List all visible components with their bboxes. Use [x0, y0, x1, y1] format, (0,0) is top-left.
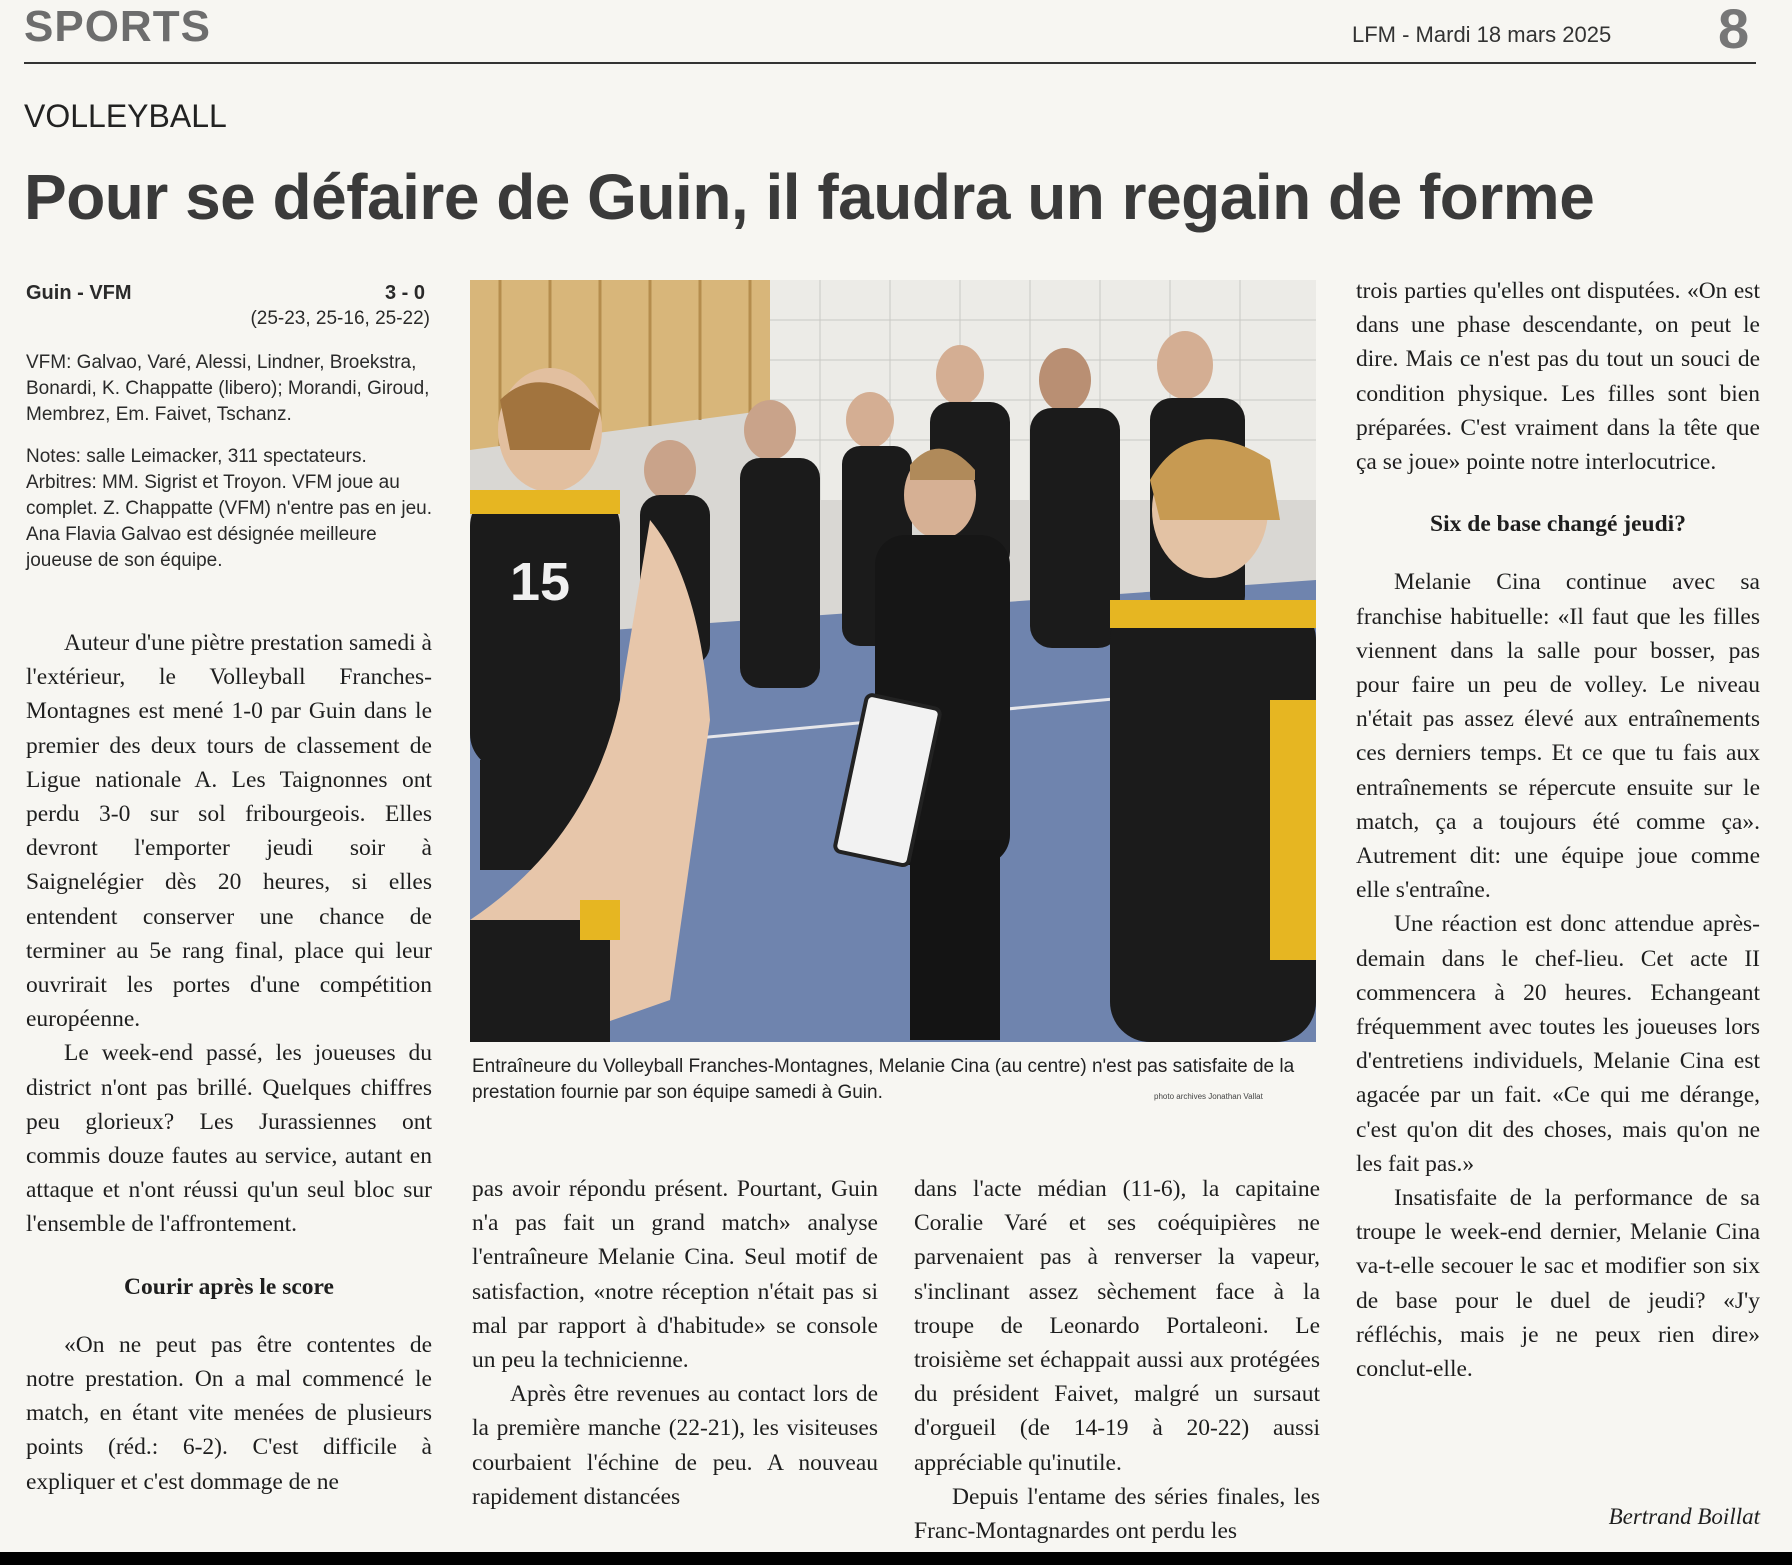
- section-label: SPORTS: [24, 2, 211, 51]
- paragraph: dans l'acte médian (11-6), la capitaine Coralie Varé et ses coéquipières ne parvenaient pas à renverser la vapeur, s'inclinant assez sèchement face à la troupe de Leonardo Portaleoni. Le troisième set échappait aussi aux protégées du président Faivet, malgré un sursaut d'orgueil (de 14-19 à 20-22) aussi appréciable qu'inutile.: [914, 1176, 1320, 1476]
- subheading: Six de base changé jeudi?: [1430, 511, 1686, 538]
- article-column-1: [26, 626, 432, 1499]
- match-lineup: VFM: Galvao, Varé, Alessi, Lindner, Broekstra, Bonardi, K. Chappatte (libero); Morandi, Giroud, Membrez, Em. Faivet, Tschanz.: [26, 352, 430, 425]
- match-score: 3 - 0: [384, 282, 425, 304]
- match-teams: Guin - VFM: [26, 282, 132, 304]
- paragraph: Le week-end passé, les joueuses du district n'ont pas brillé. Quelques chiffres peu glorieux? Les Jurassiennes ont commis douze fautes au service, autant en attaque et n'ont réussi qu'un seul bloc sur l'ensemble de l'affrontement.: [26, 1040, 432, 1238]
- paragraph: «On ne peut pas être contentes de notre prestation. On a mal commencé le match, en étant vite menées de plusieurs points (réd.: 6-2). C'est difficile à expliquer et c'est dommage de ne: [26, 1331, 432, 1495]
- paragraph: Auteur d'une piètre prestation samedi à l'extérieur, le Volleyball Franches-Montagnes est mené 1-0 par Guin dans le premier des deux tours de classement de Ligue nationale A. Les Taignonnes ont perdu 3-0 sur sol fribourgeois. Elles devront l'emporter jeudi soir à Saignelégier dès 20 heures, si elles entendent conserver une chance de terminer au 5e rang final, place qui leur ouvrirait les portes d'une compétition européenne.: [26, 630, 432, 1033]
- article-column-2: [472, 1172, 878, 1514]
- paragraph: Depuis l'entame des séries finales, les Franc-Montagnardes ont perdu les: [914, 1483, 1320, 1545]
- match-notes: Notes: salle Leimacker, 311 spectateurs. Arbitres: MM. Sigrist et Troyon. VFM joue au complet. Z. Chappatte (VFM) n'entre pas en jeu. Ana Flavia Galvao est désignée meilleure joueuse de son équipe.: [26, 446, 432, 571]
- author-byline: Bertrand Boillat: [1608, 1504, 1760, 1529]
- paragraph: Après être revenues au contact lors de la première manche (22-21), les visiteuses courbaient l'échine de peu. A nouveau rapidement distancées: [472, 1381, 878, 1510]
- jersey-number: 15: [510, 552, 571, 612]
- dateline: LFM - Mardi 18 mars 2025: [1352, 22, 1612, 47]
- subheading: Courir après le score: [124, 1273, 334, 1300]
- rubric: VOLLEYBALL: [24, 98, 227, 134]
- paragraph: trois parties qu'elles ont disputées. «On est dans une phase descendante, on peut le dire. Mais ce n'est pas du tout un souci de condition physique. Les filles sont bien préparées. C'est vraiment dans la tête que ça se joue» pointe notre interlocutrice.: [1356, 278, 1760, 476]
- paragraph: Une réaction est donc attendue après-demain dans le chef-lieu. Cet acte II commencera à 20 heures. Echangeant fréquemment avec toutes les joueuses lors d'entretiens individuels, Melanie Cina est agacée par un fait. «Ce qui me dérange, c'est qu'on dit des choses, mais qu'on ne les fait pas.»: [1356, 911, 1760, 1177]
- page-number: 8: [1718, 0, 1750, 60]
- bottom-bar: [0, 1552, 1792, 1565]
- photo-credit: photo archives Jonathan Vallat: [1154, 1092, 1263, 1101]
- photo-caption: Entraîneure du Volleyball Franches-Montagnes, Melanie Cina (au centre) n'est pas satisfaite de la prestation fournie par son équipe samedi à Guin.: [472, 1056, 1295, 1103]
- article-column-4: [1356, 274, 1760, 1386]
- headline: Pour se défaire de Guin, il faudra un regain de forme: [24, 161, 1595, 233]
- team-photo: [470, 280, 1316, 1042]
- paragraph: Insatisfaite de la performance de sa troupe le week-end dernier, Melanie Cina va-t-elle secouer le sac et modifier son six de base pour le duel de jeudi? «J'y réfléchis, mais je ne peux rien dire» conclut-elle.: [1356, 1185, 1760, 1383]
- team-huddle-illustration: [470, 280, 1316, 1042]
- article-column-3: [914, 1172, 1320, 1548]
- paragraph: Melanie Cina continue avec sa franchise habituelle: «Il faut que les filles viennent dans la salle pour bosser, pas pour faire un peu de volley. Le niveau n'était pas assez élevé aux entraînements ces derniers temps. Et ce que tu fais aux entraînements se répercute ensuite sur le match, ça a toujours été comme ça». Autrement dit: une équipe joue comme elle s'entraîne.: [1356, 569, 1760, 904]
- header-rule: [24, 62, 1756, 64]
- match-sets: (25-23, 25-16, 25-22): [250, 308, 430, 329]
- paragraph: pas avoir répondu présent. Pourtant, Guin n'a pas fait un grand match» analyse l'entraîneure Melanie Cina. Seul motif de satisfaction, «notre réception n'était pas si mal par rapport à d'habitude» se console un peu la technicienne.: [472, 1176, 878, 1374]
